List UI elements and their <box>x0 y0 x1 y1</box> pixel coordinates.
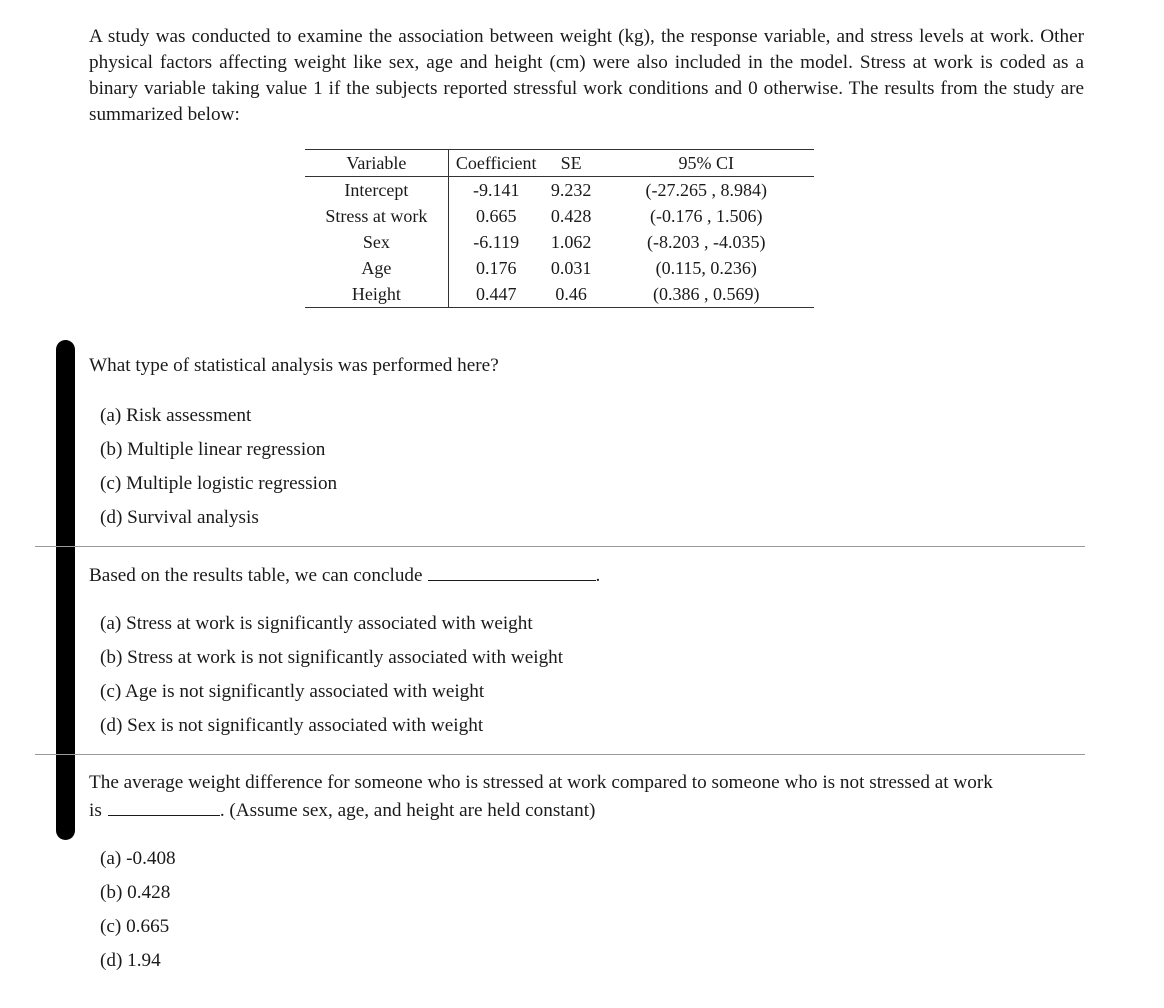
divider <box>35 754 1085 755</box>
row-coefficient: 0.665 <box>475 206 517 226</box>
q1-option-a[interactable]: (a) Risk assessment <box>100 405 252 426</box>
q1-option-d[interactable]: (d) Survival analysis <box>100 507 259 528</box>
row-se: 0.46 <box>544 281 599 308</box>
answer-blank <box>108 797 220 816</box>
answer-blank <box>428 562 596 581</box>
q1-option-b[interactable]: (b) Multiple linear regression <box>100 439 326 460</box>
question-3-options <box>100 846 176 982</box>
table-row <box>305 255 814 281</box>
question-3-end: . (Assume sex, age, and height are held constant) <box>219 800 596 821</box>
row-variable: Intercept <box>305 177 448 204</box>
row-se: 9.232 <box>550 180 592 200</box>
q1-option-c[interactable]: (c) Multiple logistic regression <box>100 473 338 494</box>
question-2-options <box>100 611 563 747</box>
intro-text: A study was conducted to examine the association between weight (kg), the response variable, and stress levels at work. Other physical factors affecting weight like sex, age and height (cm) were also included in the model. Stress at work is coded as a binary variable taking value 1 if the subjects reported stressful work conditions and 0 otherwise. The results from the study are summarized below: <box>89 26 1084 125</box>
header-ci: 95% CI <box>599 150 814 177</box>
q2-option-b[interactable]: (b) Stress at work is not significantly associated with weight <box>100 647 564 668</box>
row-coefficient: 0.176 <box>475 258 517 278</box>
row-se: 1.062 <box>550 232 592 252</box>
header-se: SE <box>544 150 599 177</box>
q3-option-b[interactable]: (b) 0.428 <box>100 882 171 903</box>
row-coefficient: 0.447 <box>448 281 543 308</box>
q3-option-a[interactable]: (a) -0.408 <box>100 848 176 869</box>
intro-paragraph <box>89 24 1084 128</box>
row-ci: (0.115, 0.236) <box>655 258 757 278</box>
row-variable: Age <box>305 255 448 281</box>
row-variable: Height <box>305 281 448 308</box>
question-3-line-1: The average weight difference for someone who is stressed at work compared to someone who is not stressed at work <box>89 772 993 793</box>
q3-option-d[interactable]: (d) 1.94 <box>100 950 161 971</box>
q2-option-c[interactable]: (c) Age is not significantly associated with weight <box>100 681 485 702</box>
row-variable: Sex <box>305 229 448 255</box>
row-ci: (-0.176 , 1.506) <box>650 206 763 226</box>
q2-option-d[interactable]: (d) Sex is not significantly associated with weight <box>100 715 484 736</box>
q3-option-c[interactable]: (c) 0.665 <box>100 916 170 937</box>
row-coefficient: -6.119 <box>473 232 520 252</box>
row-ci: (-8.203 , -4.035) <box>647 232 766 252</box>
header-coefficient: Coefficient <box>448 150 543 177</box>
question-2-text <box>89 562 600 589</box>
table-row <box>305 229 814 255</box>
row-coefficient: -9.141 <box>472 180 520 200</box>
question-1-text: What type of statistical analysis was performed here? <box>89 355 499 376</box>
question-2-end: . <box>595 565 601 586</box>
results-table <box>305 149 814 308</box>
question-3-line-2 <box>89 797 595 824</box>
question-3-prompt: is <box>89 800 102 821</box>
row-ci: (-27.265 , 8.984) <box>645 180 768 200</box>
header-variable: Variable <box>305 150 448 177</box>
divider <box>35 546 1085 547</box>
table-header-row <box>305 150 814 177</box>
margin-bar <box>56 340 75 840</box>
row-ci: (0.386 , 0.569) <box>599 281 814 308</box>
row-se: 0.031 <box>550 258 592 278</box>
row-se: 0.428 <box>550 206 592 226</box>
table-row <box>305 281 814 308</box>
question-1-options <box>100 403 337 539</box>
question-2-prompt: Based on the results table, we can conclude <box>89 565 423 586</box>
table-row <box>305 203 814 229</box>
q2-option-a[interactable]: (a) Stress at work is significantly associated with weight <box>100 613 533 634</box>
row-variable: Stress at work <box>305 203 448 229</box>
table-row <box>305 177 814 204</box>
